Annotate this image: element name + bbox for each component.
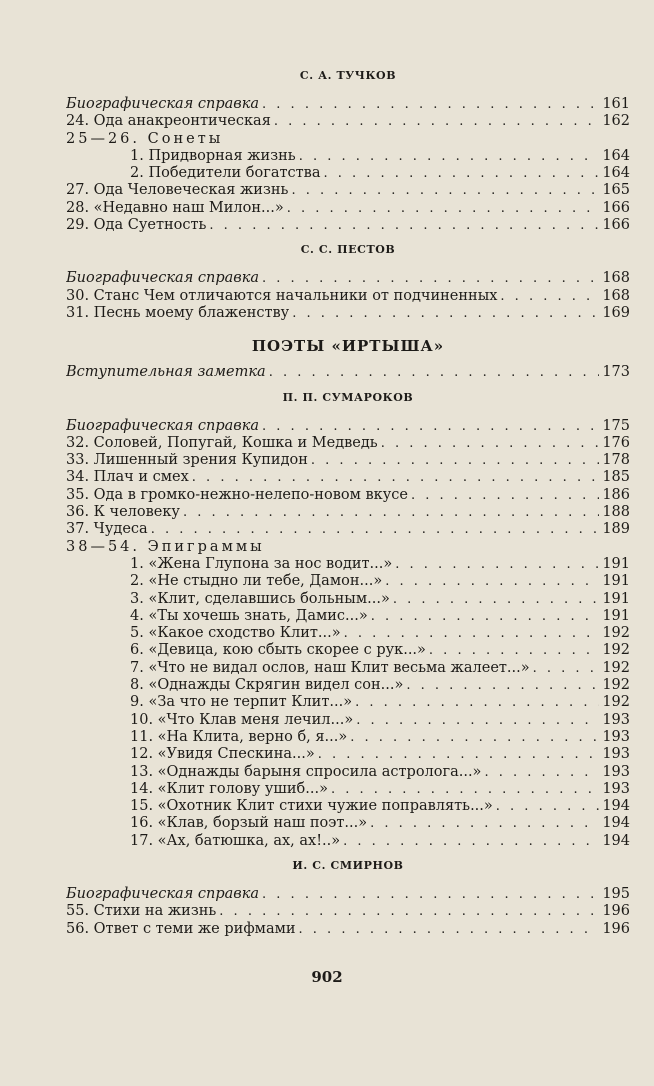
- toc-entry-page: 196: [602, 903, 630, 920]
- toc-entry[interactable]: [66, 660, 630, 677]
- leader-dots: [151, 521, 600, 538]
- toc-entry-title: 15. «Охотник Клит стихи чужие поправлять...»: [130, 798, 493, 815]
- toc-entry-page: 191: [602, 590, 630, 607]
- toc-entry[interactable]: [66, 573, 630, 590]
- toc-entry[interactable]: [66, 452, 630, 469]
- toc-entry-title: 13. «Однажды барыня спросила астролога...»: [130, 763, 482, 780]
- toc-entry-title: 14. «Клит голову ушиб...»: [130, 780, 328, 797]
- toc-entry[interactable]: [66, 833, 630, 850]
- toc-entry-title: 9. «За что не терпит Клит...»: [130, 694, 353, 711]
- toc-entry-page: 194: [602, 798, 630, 815]
- toc-entry[interactable]: [66, 694, 630, 711]
- toc-entry-title: 27. Ода Человеческая жизнь: [66, 182, 289, 199]
- toc-entry-page: 193: [602, 763, 630, 780]
- toc-entry-title: 4. «Ты хочешь знать, Дамис...»: [130, 607, 368, 624]
- toc-entry[interactable]: [66, 504, 630, 521]
- toc-entry-title: 36. К человеку: [66, 504, 180, 521]
- toc-entry-title: 3. «Клит, сделавшись больным...»: [130, 590, 390, 607]
- toc-entry[interactable]: [66, 903, 630, 920]
- toc-entry-title: 2. «Не стыдно ли тебе, Дамон...»: [130, 573, 383, 590]
- toc-entry[interactable]: [66, 521, 630, 538]
- toc-entry-page: 188: [602, 504, 630, 521]
- toc-entry-page: 191: [602, 607, 630, 624]
- toc-entry-page: 175: [602, 417, 630, 434]
- leader-dots: [344, 625, 600, 642]
- toc-entry[interactable]: [66, 182, 630, 199]
- toc-entry[interactable]: [66, 435, 630, 452]
- toc-entry-title: 34. Плач и смех: [66, 469, 189, 486]
- leader-dots: [183, 504, 599, 521]
- toc-entry-title: 6. «Девица, кою сбыть скорее с рук...»: [130, 642, 426, 659]
- toc-entry-page: 192: [602, 694, 630, 711]
- leader-dots: [209, 217, 599, 234]
- toc-entry[interactable]: [66, 288, 630, 305]
- toc-entry-title: 16. «Клав, борзый наш поэт...»: [130, 815, 368, 832]
- toc-entry-page: 164: [602, 147, 630, 164]
- toc-entry[interactable]: [66, 642, 630, 659]
- leader-dots: [395, 556, 599, 573]
- toc-entry-page: 164: [602, 165, 630, 182]
- toc-entry[interactable]: [66, 96, 630, 113]
- toc-entry-title: 17. «Ах, батюшка, ах, ах!..»: [130, 832, 341, 849]
- toc-entry-title: 12. «Увидя Спескина...»: [130, 746, 315, 763]
- toc-entry-page: 191: [602, 573, 630, 590]
- leader-dots: [484, 764, 599, 781]
- toc-entry-page: 178: [602, 452, 630, 469]
- leader-dots: [292, 305, 599, 322]
- toc-entry[interactable]: [66, 886, 630, 903]
- toc-entry-title: Биографическая справка: [66, 417, 260, 434]
- toc-entry-page: 168: [602, 270, 630, 287]
- toc-entry[interactable]: [66, 364, 630, 381]
- toc-entry[interactable]: [66, 270, 630, 287]
- toc-entry-title: 33. Лишенный зрения Купидон: [66, 452, 308, 469]
- author-heading: С. С. ПЕСТОВ: [300, 243, 396, 257]
- toc-entry-title: 56. Ответ с теми же рифмами: [66, 920, 296, 937]
- toc-entry-page: 192: [602, 659, 630, 676]
- leader-dots: [262, 96, 599, 113]
- toc-entry-page: 185: [602, 469, 630, 486]
- leader-dots: [269, 364, 600, 381]
- toc-body: [66, 66, 630, 938]
- toc-entry[interactable]: [66, 556, 630, 573]
- toc-entry-page: 192: [602, 625, 630, 642]
- toc-entry-title: 1. «Жена Глупона за нос водит...»: [130, 555, 393, 572]
- toc-entry-title: Биографическая справка: [66, 270, 260, 287]
- toc-entry-page: 192: [602, 642, 630, 659]
- toc-entry-page: 194: [602, 815, 630, 832]
- toc-entry[interactable]: [66, 217, 630, 234]
- leader-dots: [287, 200, 600, 217]
- leader-dots: [385, 573, 599, 590]
- toc-entry-title: 35. Ода в громко-нежно-нелепо-новом вкусе: [66, 486, 408, 503]
- toc-entry-page: 194: [602, 832, 630, 849]
- toc-entry[interactable]: [66, 781, 630, 798]
- toc-entry-page: 173: [602, 364, 630, 381]
- toc-entry-title: 31. Песнь моему блаженству: [66, 304, 290, 321]
- toc-entry[interactable]: [66, 113, 630, 130]
- toc-entry[interactable]: [66, 591, 630, 608]
- toc-entry[interactable]: [66, 815, 630, 832]
- leader-dots: [350, 729, 599, 746]
- toc-entry-title: Биографическая справка: [66, 885, 260, 902]
- toc-entry[interactable]: [66, 764, 630, 781]
- toc-entry-title: 24. Ода анакреонтическая: [66, 113, 271, 130]
- toc-entry-title: 1. Придворная жизнь: [130, 147, 296, 164]
- leader-dots: [318, 746, 600, 763]
- toc-entry[interactable]: [66, 165, 630, 182]
- toc-entry-title: 55. Стихи на жизнь: [66, 903, 217, 920]
- toc-entry[interactable]: [66, 305, 630, 322]
- toc-entry[interactable]: [66, 746, 630, 763]
- leader-dots: [429, 642, 599, 659]
- toc-entry-title: 2. Победители богатства: [130, 165, 321, 182]
- toc-entry[interactable]: [66, 729, 630, 746]
- toc-entry-page: 169: [602, 304, 630, 321]
- toc-entry-title: 8. «Однажды Скрягин видел сон...»: [130, 677, 404, 694]
- toc-entry[interactable]: [66, 539, 630, 556]
- toc-entry[interactable]: [66, 608, 630, 625]
- toc-entry-title: 29. Ода Суетность: [66, 217, 207, 234]
- table-of-contents: [66, 60, 630, 938]
- toc-entry[interactable]: [66, 148, 630, 165]
- toc-entry[interactable]: [66, 418, 630, 435]
- toc-entry[interactable]: [66, 712, 630, 729]
- toc-entry-page: 166: [602, 199, 630, 216]
- toc-entry-page: 195: [602, 885, 630, 902]
- leader-dots: [262, 418, 599, 435]
- leader-dots: [323, 165, 599, 182]
- toc-entry-title: 38—54. Эпиграммы: [66, 538, 265, 555]
- toc-entry-page: 193: [602, 711, 630, 728]
- toc-entry-title: 30. Станс Чем отличаются начальники от подчиненных: [66, 287, 498, 304]
- leader-dots: [406, 677, 599, 694]
- toc-entry-page: 196: [602, 920, 630, 937]
- toc-entry-page: 166: [602, 217, 630, 234]
- toc-entry-page: 193: [602, 728, 630, 745]
- author-heading: П. П. СУМАРОКОВ: [282, 390, 414, 404]
- toc-entry[interactable]: [66, 921, 630, 938]
- toc-entry-page: 186: [602, 486, 630, 503]
- toc-entry[interactable]: [66, 487, 630, 504]
- toc-entry-title: Вступительная заметка: [66, 364, 266, 381]
- author-heading: И. С. СМИРНОВ: [292, 858, 404, 872]
- toc-entry-title: 11. «На Клита, верно б, я...»: [130, 728, 348, 745]
- leader-dots: [291, 182, 599, 199]
- toc-entry-title: 7. «Что не видал ослов, наш Клит весьма жалеет...»: [130, 659, 530, 676]
- toc-entry-title: 10. «Что Клав меня лечил...»: [130, 711, 354, 728]
- leader-dots: [496, 798, 600, 815]
- leader-dots: [262, 270, 599, 287]
- toc-entry-title: 25—26. Сонеты: [66, 130, 224, 147]
- leader-dots: [393, 591, 599, 608]
- toc-entry-page: 191: [602, 555, 630, 572]
- toc-entry[interactable]: [66, 131, 630, 148]
- leader-dots: [411, 487, 599, 504]
- toc-entry[interactable]: [66, 200, 630, 217]
- leader-dots: [331, 781, 599, 798]
- toc-entry-page: 189: [602, 521, 630, 538]
- leader-dots: [355, 694, 599, 711]
- toc-entry-title: 32. Соловей, Попугай, Кошка и Медведь: [66, 434, 378, 451]
- leader-dots: [219, 903, 599, 920]
- toc-entry[interactable]: [66, 625, 630, 642]
- leader-dots: [299, 921, 600, 938]
- leader-dots: [192, 469, 600, 486]
- toc-entry-page: 193: [602, 746, 630, 763]
- toc-entry-title: 5. «Какое сходство Клит...»: [130, 625, 341, 642]
- toc-entry-page: 165: [602, 182, 630, 199]
- page-number: 902: [311, 968, 343, 986]
- leader-dots: [533, 660, 600, 677]
- leader-dots: [500, 288, 599, 305]
- toc-entry-title: 28. «Недавно наш Милон...»: [66, 199, 284, 216]
- toc-entry-title: Биографическая справка: [66, 96, 260, 112]
- toc-entry[interactable]: [66, 469, 630, 486]
- toc-entry-title: 37. Чудеса: [66, 521, 148, 538]
- leader-dots: [262, 886, 599, 903]
- author-heading: С. А. ТУЧКОВ: [299, 69, 397, 82]
- toc-entry[interactable]: [66, 798, 630, 815]
- toc-entry-page: 193: [602, 780, 630, 797]
- leader-dots: [371, 608, 600, 625]
- section-heading: ПОЭТЫ «ИРТЫША»: [251, 337, 445, 356]
- leader-dots: [311, 452, 599, 469]
- leader-dots: [343, 833, 599, 850]
- toc-entry-page: 192: [602, 677, 630, 694]
- toc-entry-page: 168: [602, 287, 630, 304]
- leader-dots: [381, 435, 600, 452]
- toc-entry-page: 176: [602, 434, 630, 451]
- toc-entry-page: 162: [602, 113, 630, 130]
- leader-dots: [370, 815, 599, 832]
- leader-dots: [274, 113, 599, 130]
- leader-dots: [356, 712, 599, 729]
- toc-entry-page: 161: [602, 96, 630, 112]
- toc-entry[interactable]: [66, 677, 630, 694]
- leader-dots: [299, 148, 600, 165]
